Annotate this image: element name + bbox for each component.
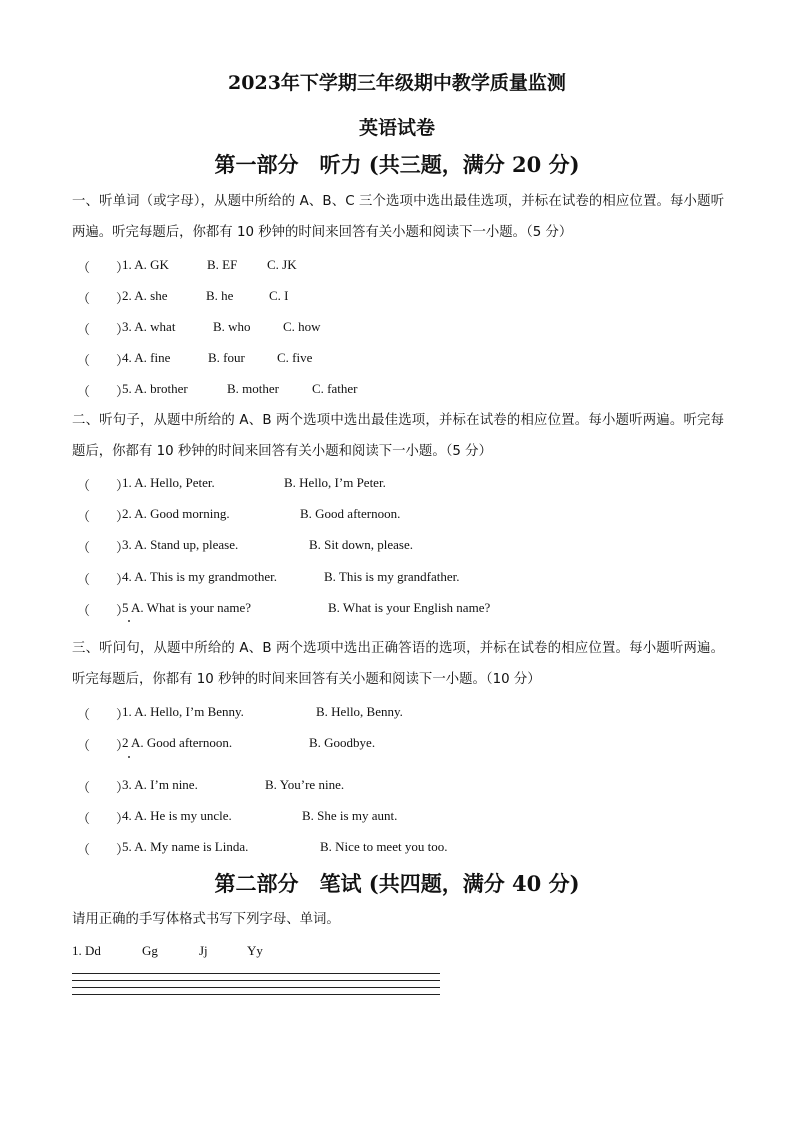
section2-instruction: 二、听句子，从题中所给的 A、B 两个选项中选出最佳选项，并标在试卷的相应位置。每小题听两遍。听完每题后，你都有 10 秒钟的时间来回答有关小题和阅读下一小题。（5 分） bbox=[72, 413, 724, 459]
option-b: B. Nice to meet you too. bbox=[320, 839, 448, 854]
option-a: 5. A. brother bbox=[122, 381, 188, 396]
list-item bbox=[77, 288, 737, 308]
letter-item: Yy bbox=[247, 943, 263, 958]
option-b: B. Goodbye. bbox=[309, 735, 376, 750]
list-item bbox=[77, 569, 737, 589]
list-item bbox=[77, 777, 737, 797]
answer-blank[interactable]: （ ） bbox=[77, 478, 130, 493]
option-c: C. five bbox=[277, 350, 313, 365]
option-b: B. EF bbox=[207, 257, 238, 272]
handwriting-lines[interactable] bbox=[72, 973, 440, 1001]
writing-line bbox=[72, 987, 440, 988]
option-b: B. You’re nine. bbox=[265, 777, 345, 792]
list-item bbox=[77, 735, 737, 755]
option-b: B. who bbox=[213, 319, 251, 334]
option-b: B. Sit down, please. bbox=[309, 537, 413, 552]
option-c: C. father bbox=[312, 381, 358, 396]
option-a: 4. A. fine bbox=[122, 350, 171, 365]
exam-subtitle: 英语试卷 bbox=[358, 117, 435, 139]
answer-blank[interactable]: （ ） bbox=[77, 572, 130, 587]
answer-blank[interactable]: （ ） bbox=[77, 540, 130, 555]
option-b: B. four bbox=[208, 350, 245, 365]
answer-blank[interactable]: （ ） bbox=[77, 384, 130, 399]
option-a: 5 A. What is your name? bbox=[122, 600, 252, 615]
option-b: B. She is my aunt. bbox=[302, 808, 398, 823]
list-item bbox=[77, 475, 737, 495]
option-a: 2 A. Good afternoon. bbox=[122, 735, 233, 750]
writing-instruction: 请用正确的手写体格式书写下列字母、单词。 bbox=[72, 912, 340, 927]
list-item bbox=[77, 704, 737, 724]
option-a: 5. A. My name is Linda. bbox=[122, 839, 249, 854]
option-a: 1. A. Hello, Peter. bbox=[122, 475, 215, 490]
option-a: 3. A. Stand up, please. bbox=[122, 537, 239, 552]
writing-line bbox=[72, 973, 440, 974]
list-item bbox=[77, 319, 737, 339]
option-a: 4. A. He is my uncle. bbox=[122, 808, 232, 823]
list-item bbox=[77, 381, 737, 401]
option-b: B. he bbox=[206, 288, 234, 303]
section1-instruction: 一、听单词（或字母），从题中所给的 A、B、C 三个选项中选出最佳选项，并标在试卷的相应位置。每小题听两遍。听完每题后，你都有 10 秒钟的时间来回答有关小题和阅读下一小题。（5 分） bbox=[72, 194, 724, 240]
list-item bbox=[77, 808, 737, 828]
option-a: 1. A. GK bbox=[122, 257, 169, 272]
answer-blank[interactable]: （ ） bbox=[77, 811, 130, 826]
part1-heading: 第一部分 听力 (共三题，满分 20 分) bbox=[214, 152, 580, 177]
letter-item: Gg bbox=[142, 943, 158, 958]
writing-label: 1. Dd bbox=[72, 943, 101, 958]
list-item bbox=[77, 506, 737, 526]
list-item bbox=[77, 257, 737, 277]
option-b: B. Hello, Benny. bbox=[316, 704, 403, 719]
writing-line bbox=[72, 980, 440, 981]
list-item bbox=[77, 350, 737, 370]
option-a: 3. A. what bbox=[122, 319, 176, 334]
answer-blank[interactable]: （ ） bbox=[77, 842, 130, 857]
answer-blank[interactable]: （ ） bbox=[77, 322, 130, 337]
writing-prompt bbox=[72, 943, 472, 961]
stray-mark bbox=[128, 620, 130, 622]
option-a: 4. A. This is my grandmother. bbox=[122, 569, 278, 584]
answer-blank[interactable]: （ ） bbox=[77, 738, 130, 753]
option-b: B. This is my grandfather. bbox=[324, 569, 460, 584]
option-a: 3. A. I’m nine. bbox=[122, 777, 198, 792]
option-a: 2. A. she bbox=[122, 288, 168, 303]
list-item bbox=[77, 537, 737, 557]
answer-blank[interactable]: （ ） bbox=[77, 353, 130, 368]
option-b: B. Hello, I’m Peter. bbox=[284, 475, 386, 490]
list-item bbox=[77, 600, 737, 620]
option-b: B. mother bbox=[227, 381, 279, 396]
section3-instruction: 三、听问句，从题中所给的 A、B 两个选项中选出正确答语的选项，并标在试卷的相应位置。每小题听两遍。听完每题后，你都有 10 秒钟的时间来回答有关小题和阅读下一小题。（10 分） bbox=[72, 641, 724, 687]
option-b: B. Good afternoon. bbox=[300, 506, 401, 521]
list-item bbox=[77, 839, 737, 859]
option-b: B. What is your English name? bbox=[328, 600, 491, 615]
option-c: C. I bbox=[269, 288, 289, 303]
stray-mark bbox=[128, 756, 130, 758]
exam-title: 2023年下学期三年级期中教学质量监测 bbox=[228, 72, 566, 94]
option-c: C. JK bbox=[267, 257, 297, 272]
option-a: 2. A. Good morning. bbox=[122, 506, 230, 521]
option-a: 1. A. Hello, I’m Benny. bbox=[122, 704, 244, 719]
answer-blank[interactable]: （ ） bbox=[77, 603, 130, 618]
answer-blank[interactable]: （ ） bbox=[77, 707, 130, 722]
writing-line bbox=[72, 994, 440, 995]
option-c: C. how bbox=[283, 319, 321, 334]
answer-blank[interactable]: （ ） bbox=[77, 291, 130, 306]
part2-heading: 第二部分 笔试 (共四题，满分 40 分) bbox=[214, 871, 580, 896]
answer-blank[interactable]: （ ） bbox=[77, 509, 130, 524]
answer-blank[interactable]: （ ） bbox=[77, 260, 130, 275]
answer-blank[interactable]: （ ） bbox=[77, 780, 130, 795]
letter-item: Jj bbox=[199, 943, 208, 958]
